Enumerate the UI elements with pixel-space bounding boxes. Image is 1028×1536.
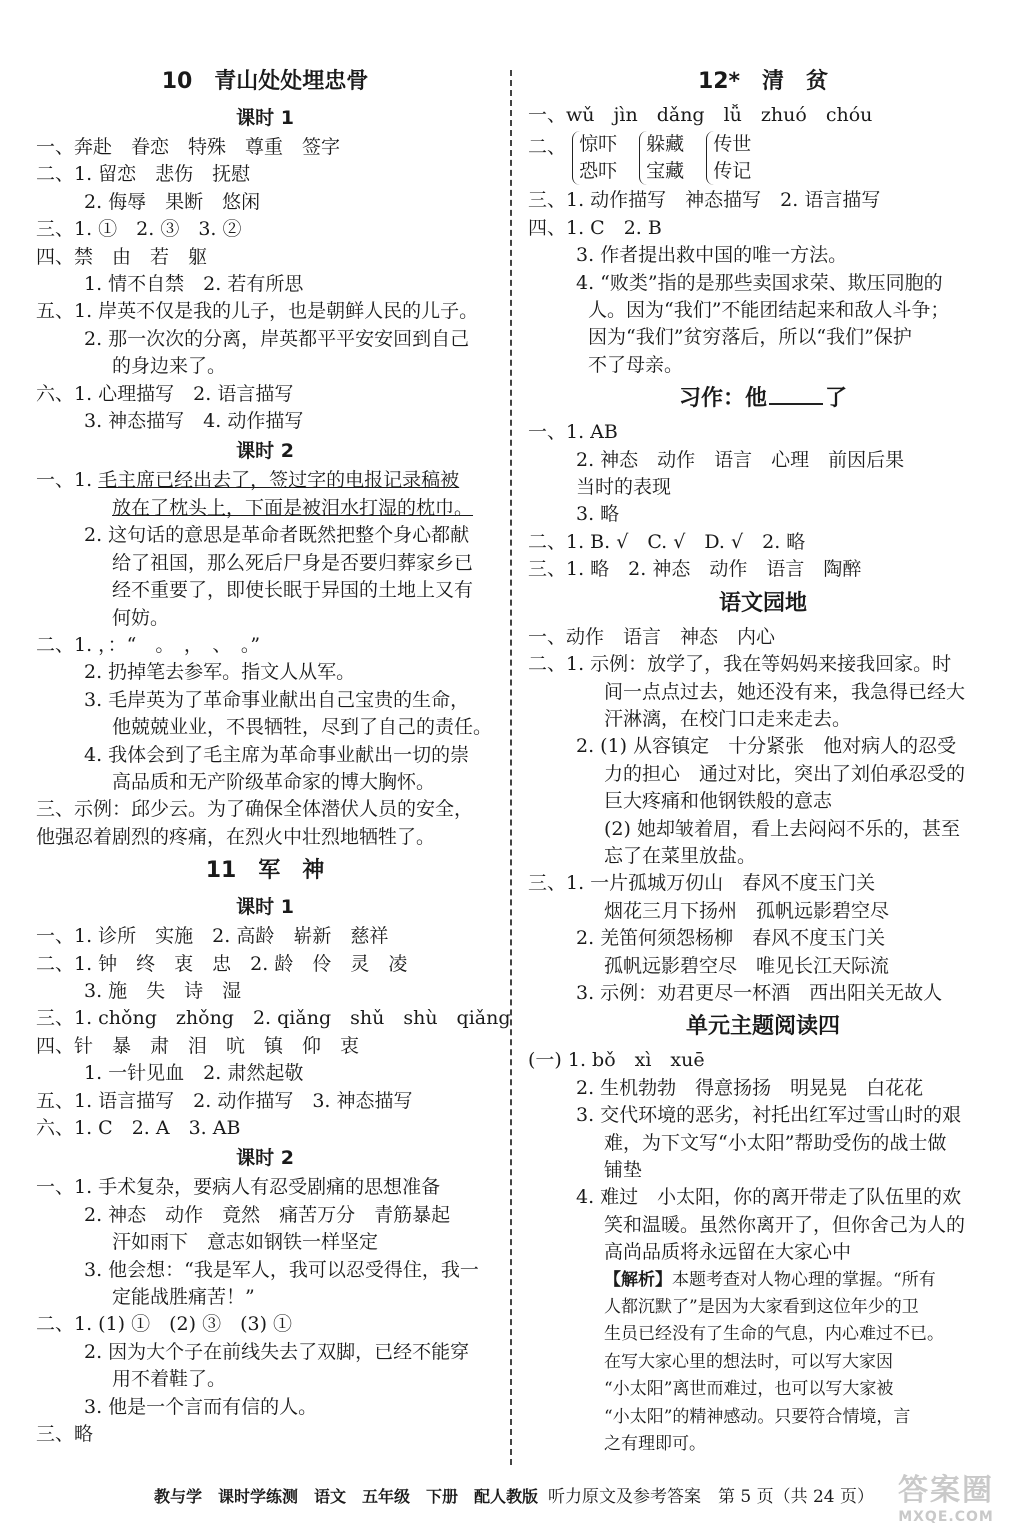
answer-line: 三、略 bbox=[36, 1423, 94, 1446]
answer-line: 2. 侮辱 果断 悠闲 bbox=[84, 190, 261, 213]
answer-line: 三、1. 略 2. 神态 动作 语言 陶醉 bbox=[528, 558, 862, 581]
fill-blank bbox=[769, 383, 823, 405]
answer-line: 四、禁 由 若 躯 bbox=[36, 245, 208, 268]
answer-line bbox=[36, 467, 494, 494]
answer-line: 3. 略 bbox=[576, 503, 620, 526]
answer-line: 人。因为“我们”不能团结起来和敌人斗争； bbox=[588, 299, 950, 322]
footer-series: 教与学 课时学练测 语文 五年级 下册 配人教版 bbox=[153, 1487, 538, 1506]
answer-line: 的身边来了。 bbox=[112, 355, 227, 378]
underlined-answer: 毛主席已经出去了，签过字的电报记录稿被 bbox=[98, 469, 460, 492]
answer-line: 汗淋漓，在校门口走来走去。 bbox=[604, 707, 852, 730]
watermark-url: MXQE.COM bbox=[898, 1509, 994, 1525]
answer-line: 一、wǔ jìn dǎng lǚ zhuó chóu bbox=[528, 104, 873, 126]
right-column bbox=[528, 62, 998, 1458]
answer-line: 二、1. ，：“ 。 ， 、 。” bbox=[36, 633, 261, 656]
answer-line: 笑和温暖。虽然你离开了，但你舍己为人的 bbox=[604, 1213, 966, 1236]
word-group-3 bbox=[706, 131, 751, 185]
answer-line: 三、1. chǒng zhǒng 2. qiǎng shǔ shù qiǎng bbox=[36, 1007, 511, 1030]
answer-line: 2. 神态 动作 语言 心理 前因后果 bbox=[576, 448, 905, 471]
analysis-line: 在写大家心里的想法时，可以写大家因 bbox=[604, 1351, 893, 1372]
lesson-11-section-2: 课时 2 bbox=[236, 1147, 294, 1170]
lesson-11-title: 11 军 神 bbox=[205, 858, 325, 884]
answer-line: 2. 扔掉笔去参军。指文人从军。 bbox=[84, 661, 356, 684]
word: 宝藏 bbox=[646, 160, 685, 183]
answer-line: 给了祖国，那么死后尸身是否要归葬家乡已 bbox=[112, 551, 474, 574]
word-group-1 bbox=[572, 131, 617, 185]
answer-line: 五、1. 岸英不仅是我的儿子，也是朝鲜人民的儿子。 bbox=[36, 300, 479, 323]
analysis-line bbox=[528, 1267, 998, 1294]
answer-line: 六、1. C 2. A 3. AB bbox=[36, 1117, 241, 1139]
answer-line: 2. 因为大个子在前线失去了双脚，已经不能穿 bbox=[84, 1340, 470, 1363]
answer-line: 3. 毛岸英为了革命事业献出自己宝贵的生命， bbox=[84, 688, 470, 711]
answer-line: 1. 一针见血 2. 肃然起敬 bbox=[84, 1062, 304, 1085]
word: 传记 bbox=[713, 160, 752, 183]
answer-line: 4. “败类”指的是那些卖国求荣、欺压同胞的 bbox=[576, 271, 943, 294]
answer-line: 铺垫 bbox=[604, 1159, 643, 1181]
answer-line: 一、奔赴 眷恋 特殊 尊重 签字 bbox=[36, 136, 341, 158]
answer-line: 1. 情不自禁 2. 若有所思 bbox=[84, 273, 304, 296]
answer-line: 2. 羌笛何须怨杨柳 春风不度玉门关 bbox=[576, 927, 886, 950]
analysis-line: “小太阳”的精神感动。只要符合情境，言 bbox=[604, 1406, 911, 1427]
answer-line: 2. (1) 从容镇定 十分紧张 他对病人的忍受 bbox=[576, 735, 957, 758]
answer-line: 四、1. C 2. B bbox=[528, 216, 662, 239]
answer-line: 力的担心 通过对比，突出了刘伯承忍受的 bbox=[604, 762, 966, 785]
word: 惊吓 bbox=[579, 133, 618, 156]
word: 传世 bbox=[713, 133, 752, 156]
answer-line: 3. 施 失 诗 湿 bbox=[84, 979, 242, 1002]
page-footer bbox=[0, 1482, 1028, 1507]
answer-line: 2. 那一次次的分离，岸英都平平安安回到自己 bbox=[84, 327, 470, 350]
answer-line: (2) 她却皱着眉，看上去闷闷不乐的，甚至 bbox=[604, 817, 960, 840]
answer-line-braces bbox=[528, 129, 998, 187]
answer-line: 间一点点过去，她还没有来，我急得已经大 bbox=[604, 680, 966, 703]
watermark-text: 答案圈 bbox=[898, 1473, 994, 1508]
answer-line: 4. 难过 小太阳，你的离开带走了队伍里的欢 bbox=[576, 1186, 962, 1209]
answer-line: 二、1. 示例：放学了，我在等妈妈来接我回家。时 bbox=[528, 653, 952, 676]
writing-title-part: 习作：他 bbox=[678, 386, 767, 412]
answer-line: 二、1. (1) ① (2) ③ (3) ① bbox=[36, 1313, 293, 1336]
answer-line: (一) 1. bǒ xì xuē bbox=[528, 1049, 705, 1072]
lesson-12-title: 12* 清 贫 bbox=[697, 69, 829, 94]
answer-line: 经不重要了，即使长眠于异国的土地上又有 bbox=[112, 579, 474, 602]
word-group-2 bbox=[639, 131, 684, 185]
answer-line: 孤帆远影碧空尽 唯见长江天际流 bbox=[604, 954, 890, 977]
answer-line: 他强忍着剧烈的疼痛，在烈火中壮烈地牺牲了。 bbox=[36, 825, 436, 848]
word: 恐吓 bbox=[579, 160, 618, 183]
lesson-10-section-2: 课时 2 bbox=[236, 440, 294, 463]
left-column bbox=[36, 62, 511, 1448]
answer-line: 不了母亲。 bbox=[588, 353, 684, 376]
answer-line: 3. 示例：劝君更尽一杯酒 西出阳关无故人 bbox=[576, 981, 943, 1004]
answer-line: 2. 这句话的意思是革命者既然把整个身心都献 bbox=[84, 524, 470, 547]
answer-line: 2. 神态 动作 竟然 痛苦万分 青筋暴起 bbox=[84, 1203, 451, 1226]
chinese-garden-title: 语文园地 bbox=[718, 590, 807, 616]
answer-line: 高品质和无产阶级革命家的博大胸怀。 bbox=[112, 770, 436, 793]
answer-line: 定能战胜痛苦！” bbox=[112, 1286, 255, 1309]
answer-line: 汗如雨下 意志如钢铁一样坚定 bbox=[112, 1231, 379, 1254]
answer-line: 2. 生机勃勃 得意扬扬 明晃晃 白花花 bbox=[576, 1076, 924, 1099]
answer-line: 四、针 暴 肃 泪 吭 镇 仰 衷 bbox=[36, 1034, 360, 1057]
column-divider bbox=[510, 70, 512, 1465]
answer-line: 当时的表现 bbox=[576, 476, 672, 499]
answer-line: 巨大疼痛和他钢铁般的意志 bbox=[604, 790, 833, 813]
answer-line: 一、动作 语言 神态 内心 bbox=[528, 625, 776, 648]
answer-line: 难，为下文写“小太阳”帮助受伤的战士做 bbox=[604, 1131, 947, 1154]
answer-line: 3. 他是一个言而有信的人。 bbox=[84, 1395, 318, 1418]
word: 躲藏 bbox=[646, 133, 685, 156]
answer-line: 高尚品质将永远留在大家心中 bbox=[604, 1241, 852, 1264]
answer-line: 用不着鞋了。 bbox=[112, 1368, 227, 1391]
answer-line: 一、1. 手术复杂，要病人有忍受剧痛的思想准备 bbox=[36, 1176, 441, 1199]
answer-line: 3. 神态描写 4. 动作描写 bbox=[84, 410, 304, 433]
answer-line: 三、示例：邱少云。为了确保全体潜伏人员的安全， bbox=[36, 798, 474, 821]
analysis-label: 【解析】 bbox=[604, 1269, 672, 1290]
answer-line bbox=[36, 495, 494, 522]
answer-line: 3. 交代环境的恶劣，衬托出红军过雪山时的艰 bbox=[576, 1104, 962, 1127]
writing-title-part: 了 bbox=[825, 386, 848, 412]
answer-line: 二、1. B. √ C. √ D. √ 2. 略 bbox=[528, 530, 806, 553]
unit-reading-title: 单元主题阅读四 bbox=[685, 1014, 840, 1040]
underlined-answer: 放在了枕头上，下面是被泪水打湿的枕巾。 bbox=[112, 496, 474, 519]
answer-line: 二、1. 留恋 悲伤 抚慰 bbox=[36, 163, 251, 186]
answer-line: 一、1. AB bbox=[528, 421, 618, 444]
analysis-line: “小太阳”离世而难过，也可以写大家被 bbox=[604, 1379, 894, 1400]
answer-line: 4. 我体会到了毛主席为革命事业献出一切的崇 bbox=[84, 743, 470, 766]
answer-line: 五、1. 语言描写 2. 动作描写 3. 神态描写 bbox=[36, 1089, 413, 1112]
answer-line: 忘了在菜里放盐。 bbox=[604, 844, 757, 867]
answer-line: 三、1. 一片孤城万仞山 春风不度玉门关 bbox=[528, 872, 876, 895]
answer-line: 烟花三月下扬州 孤帆远影碧空尽 bbox=[604, 899, 890, 922]
answer-line: 他兢兢业业，不畏牺牲，尽到了自己的责任。 bbox=[112, 716, 493, 739]
answer-number: 一、1. bbox=[36, 469, 99, 492]
answer-line: 3. 他会想：“我是军人，我可以忍受得住，我一 bbox=[84, 1258, 479, 1281]
lesson-10-section-1: 课时 1 bbox=[236, 107, 294, 129]
lesson-11-section-1: 课时 1 bbox=[236, 896, 294, 919]
answer-line: 三、1. ① 2. ③ 3. ② bbox=[36, 218, 242, 241]
answer-line: 六、1. 心理描写 2. 语言描写 bbox=[36, 382, 294, 405]
analysis-line: 生员已经没有了生命的气息，内心难过不已。 bbox=[604, 1324, 944, 1345]
answer-line: 三、1. 动作描写 神态描写 2. 语言描写 bbox=[528, 189, 881, 212]
lesson-10-title: 10 青山处处埋忠骨 bbox=[161, 69, 369, 94]
analysis-line: 之有理即可。 bbox=[604, 1434, 706, 1455]
analysis-text: 本题考查对人物心理的掌握。“所有 bbox=[672, 1269, 936, 1290]
answer-line: 何妨。 bbox=[112, 606, 170, 629]
answer-line: 一、1. 诊所 实施 2. 高龄 崭新 慈祥 bbox=[36, 925, 389, 948]
analysis-line: 人都沉默了”是因为大家看到这位年少的卫 bbox=[604, 1297, 919, 1318]
answer-line: 二、1. 钟 终 衷 忠 2. 龄 伶 灵 凌 bbox=[36, 952, 408, 975]
answer-line: 3. 作者提出救中国的唯一方法。 bbox=[576, 244, 848, 267]
answer-number: 二、 bbox=[528, 135, 567, 158]
writing-title bbox=[528, 379, 998, 419]
watermark-logo bbox=[878, 1474, 1014, 1530]
footer-page-info: 听力原文及参考答案 第 5 页（共 24 页） bbox=[547, 1487, 875, 1507]
answer-line: 因为“我们”贫穷落后，所以“我们”保护 bbox=[588, 326, 912, 349]
